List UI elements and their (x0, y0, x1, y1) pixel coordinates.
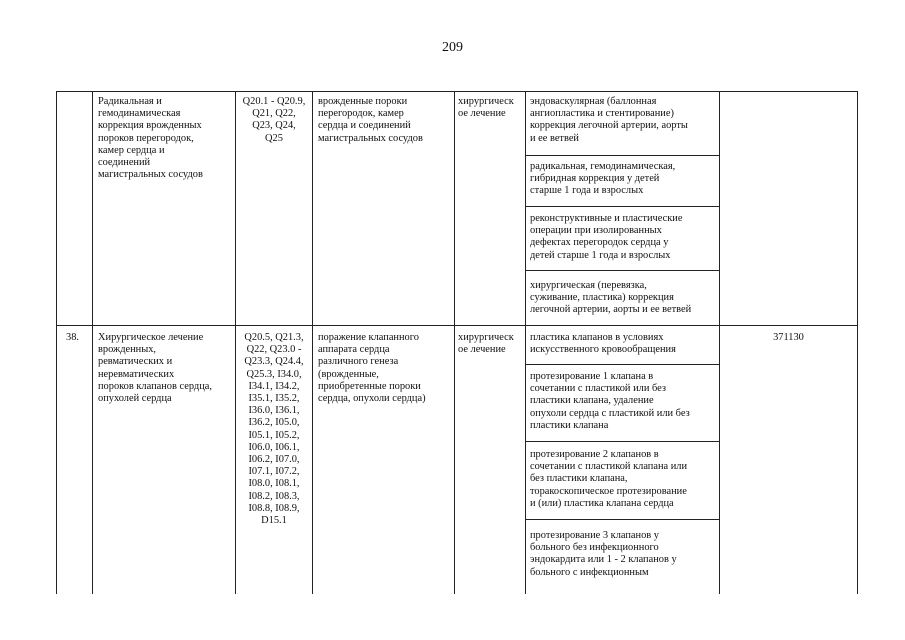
treatment-method: хирургическая (перевязка, суживание, пластика) коррекция легочной артерии, аорты и ее ветвей (530, 280, 692, 316)
method-divider (525, 206, 720, 207)
column-divider (92, 91, 93, 594)
treatment-method: протезирование 3 клапанов у больного без инфекционного эндокардита или 1 - 2 клапанов у больного с инфекционным (530, 530, 677, 578)
treatment-method: реконструктивные и пластические операции при изолированных дефектах перегородок сердца у детей старше 1 года и взрослых (530, 213, 683, 261)
treatment-method: протезирование 2 клапанов в сочетании с пластикой клапана или без пластики клапана, торакоскопическое протезирование и (или) пластика клапана сердца (530, 449, 688, 509)
column-divider (454, 91, 455, 594)
method-divider (525, 441, 720, 442)
method-divider (525, 155, 720, 156)
row-number: 38. (66, 332, 79, 343)
treatment-type: хирургическ ое лечение (458, 96, 514, 120)
table-border-right (857, 91, 858, 594)
diagnosis: врожденные пороки перегородок, камер сердца и соединений магистральных сосудов (318, 96, 423, 144)
treatment-method: протезирование 1 клапана в сочетании с пластикой или без пластики клапана, удаление опухоли сердца с пластикой или без пластики клапана (530, 371, 690, 431)
method-divider (525, 270, 720, 271)
table-border-left (56, 91, 57, 594)
page-number: 209 (442, 40, 463, 55)
method-divider (525, 519, 720, 520)
icd-codes: Q20.5, Q21.3, Q22, Q23.0 - Q23.3, Q24.4, Q25.3, I34.0, I34.1, I34.2, I35.1, I35.2, I36.0, I36.1, I36.2, I05.0, I05.1, I05.2, I06.0, I06.1, I06.2, I07.0, I07.1, I07.2, I08.0, I08.1, I08.2, I08.3, I08.8, I08.9, D15.1 (244, 332, 304, 527)
cost: 371130 (773, 332, 804, 343)
row-divider (56, 325, 858, 326)
procedure-name: Радикальная и гемодинамическая коррекция врожденных пороков перегородок, камер сердца и соединений магистральных сосудов (98, 96, 203, 181)
treatment-method: радикальная, гемодинамическая, гибридная коррекция у детей старше 1 года и взрослых (530, 161, 676, 197)
procedure-name: Хирургическое лечение врожденных, ревматических и неревматических пороков клапанов сердца, опухолей сердца (98, 332, 212, 405)
diagnosis: поражение клапанного аппарата сердца различного генеза (врожденные, приобретенные пороки сердца, опухоли сердца) (318, 332, 426, 405)
treatment-method: эндоваскулярная (баллонная ангиопластика и стентирование) коррекция легочной артерии, аорты и ее ветвей (530, 96, 688, 144)
method-divider (525, 364, 720, 365)
treatment-type: хирургическ ое лечение (458, 332, 514, 356)
column-divider (312, 91, 313, 594)
table-border-top (56, 91, 858, 92)
treatment-method: пластика клапанов в условиях искусственного кровообращения (530, 332, 676, 356)
icd-codes: Q20.1 - Q20.9, Q21, Q22, Q23, Q24, Q25 (242, 96, 306, 144)
